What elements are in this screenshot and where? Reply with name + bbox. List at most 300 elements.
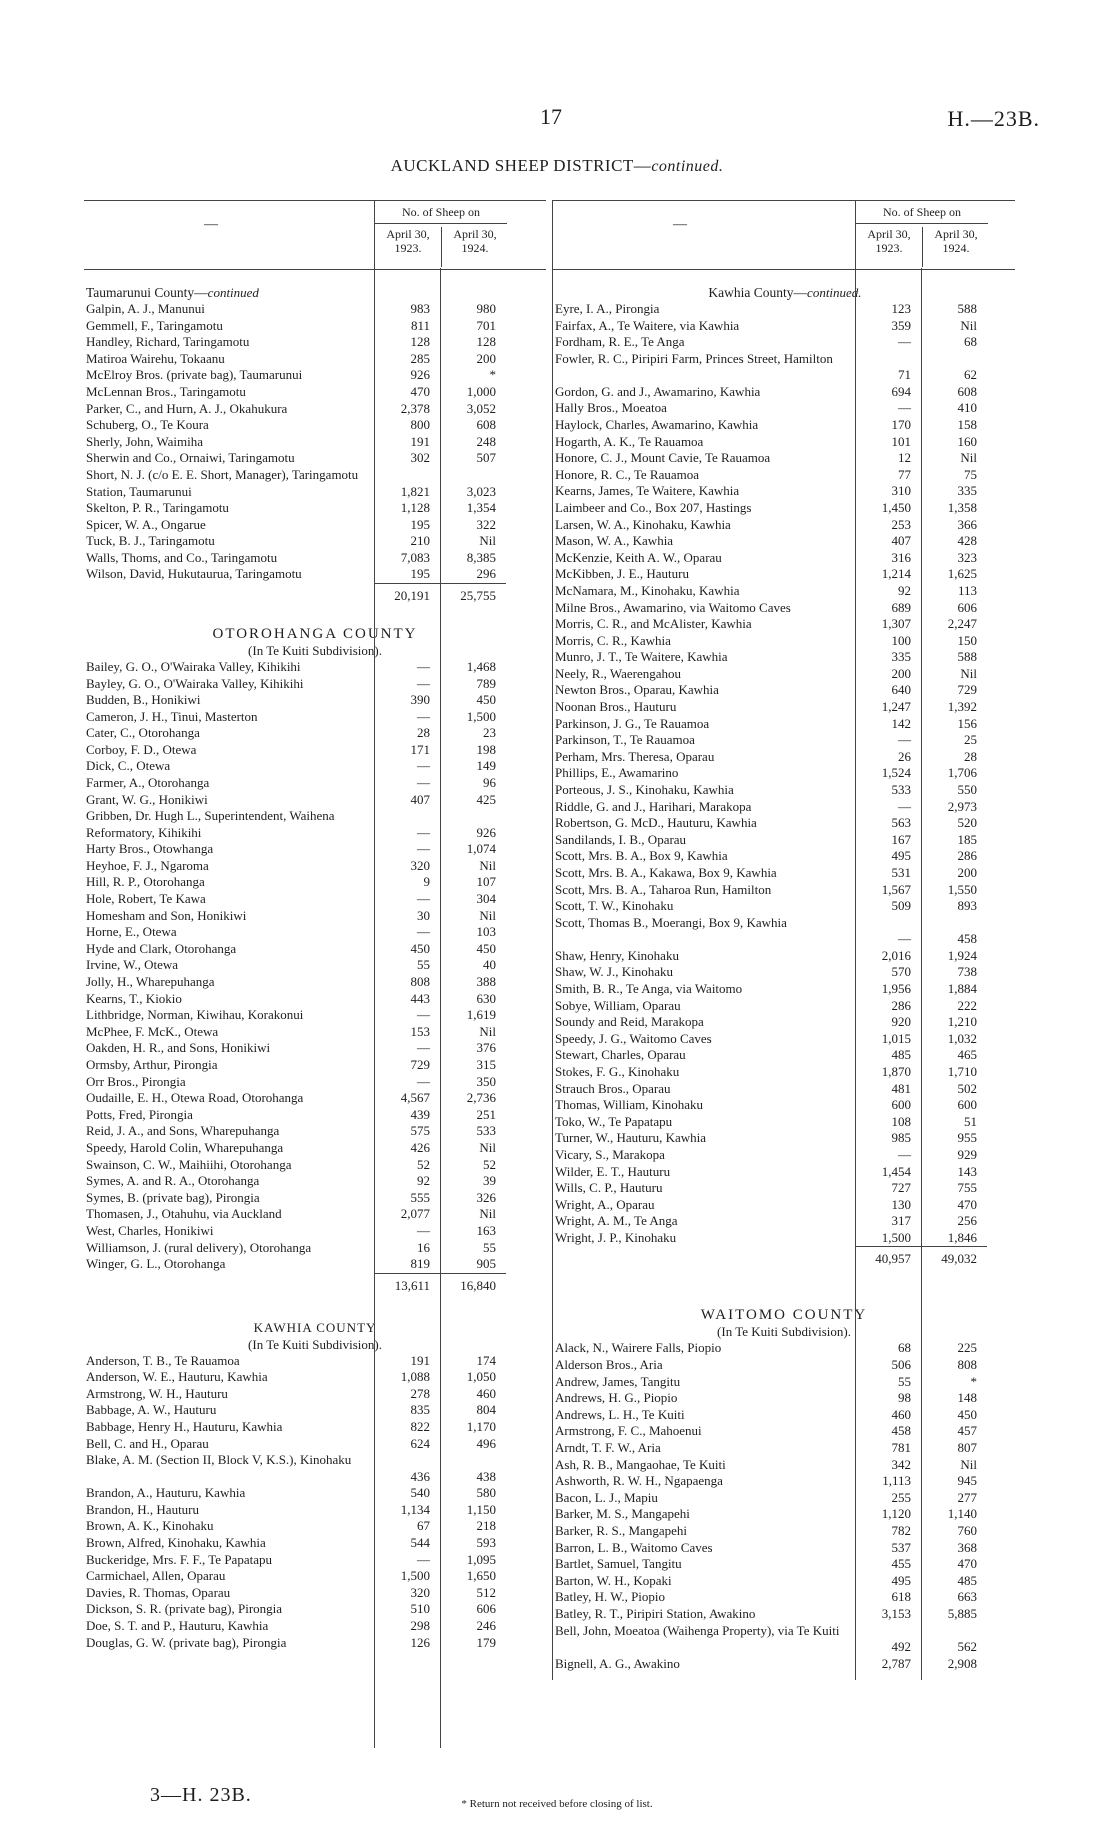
sheep-1923: 316 <box>891 549 911 565</box>
sheep-1923: 1,134 <box>400 1501 430 1517</box>
table-row <box>84 908 546 925</box>
total-1923: 40,957 <box>875 1251 911 1267</box>
sheep-1924: 663 <box>957 1589 977 1605</box>
table-row <box>553 500 1015 517</box>
owner-name: Perham, Mrs. Theresa, Oparau <box>555 748 715 764</box>
table-row <box>84 1123 546 1140</box>
sheep-1924: 760 <box>957 1523 977 1538</box>
table-row <box>553 799 1015 816</box>
right-section-2-rows <box>553 1340 1015 1672</box>
table-row <box>553 301 1015 318</box>
sheep-1923: 52 <box>417 1156 430 1172</box>
owner-name: Babbage, Henry H., Hauturu, Kawhia <box>86 1419 283 1435</box>
sheep-1923: — <box>898 732 911 748</box>
sheep-1924: 277 <box>957 1489 977 1505</box>
table-row <box>553 434 1015 451</box>
sheep-1923: 544 <box>410 1535 430 1551</box>
sheep-1923: 12 <box>898 450 911 466</box>
table-row <box>84 301 546 318</box>
sheep-1924: 39 <box>483 1173 496 1189</box>
sheep-1924: 1,032 <box>947 1030 977 1046</box>
table-row <box>553 533 1015 550</box>
sheep-1923: 2,077 <box>400 1206 430 1222</box>
page-title-italic: continued. <box>651 158 724 175</box>
sheep-1923: — <box>898 400 911 416</box>
table-row <box>553 1606 1015 1623</box>
sheep-1923: 335 <box>891 649 911 665</box>
table-row <box>553 1374 1015 1391</box>
table-row <box>84 974 546 991</box>
table-row <box>84 467 546 500</box>
table-row <box>553 1130 1015 1147</box>
table-row <box>553 1097 1015 1114</box>
sheep-1924: 128 <box>476 334 496 350</box>
owner-name: Galpin, A. J., Manunui <box>86 301 205 316</box>
sheep-1923: 926 <box>410 367 430 383</box>
owner-name: Wills, C. P., Hauturu <box>555 1180 663 1196</box>
sheep-1924: 40 <box>483 957 496 973</box>
sheep-1924: 929 <box>957 1146 977 1162</box>
table-row <box>553 483 1015 500</box>
owner-name: Sandilands, I. B., Oparau <box>555 831 687 847</box>
sheep-1923: — <box>417 758 430 774</box>
sheep-1924: 458 <box>957 931 977 947</box>
section-title: OTOROHANGA COUNTY <box>212 625 418 642</box>
sheep-1924: 248 <box>476 433 496 449</box>
table-row <box>84 1568 546 1585</box>
table-row <box>553 1423 1015 1440</box>
sheep-1924: 789 <box>476 675 496 691</box>
sheep-1923: 1,870 <box>881 1063 911 1079</box>
sheep-1923: 439 <box>410 1106 430 1122</box>
table-row <box>553 964 1015 981</box>
sheep-1923: — <box>417 675 430 691</box>
sheep-1923: 98 <box>898 1390 911 1406</box>
section-title-text: Kawhia County— <box>708 285 808 300</box>
table-row <box>84 1635 546 1652</box>
sheep-1923: 495 <box>891 1572 911 1588</box>
sheep-1923: 835 <box>410 1402 430 1418</box>
sheep-1923: 30 <box>417 907 430 923</box>
owner-name: Turner, W., Hauturu, Kawhia <box>555 1130 707 1146</box>
sheep-1923: — <box>898 334 911 350</box>
owner-name: Winger, G. L., Otorohanga <box>86 1256 226 1272</box>
sheep-1923: 694 <box>891 383 911 399</box>
sheep-1923: 470 <box>410 383 430 399</box>
owner-name: Morris, C. R., and McAlister, Kawhia <box>555 616 752 632</box>
owner-name: Morris, C. R., Kawhia <box>555 632 671 648</box>
sheep-1924: 3,052 <box>466 400 496 416</box>
sheep-1924: 502 <box>957 1080 977 1096</box>
table-row <box>84 1024 546 1041</box>
page-number: 17 <box>540 104 562 129</box>
sheep-1923: 1,450 <box>881 499 911 515</box>
sheep-1924: 148 <box>957 1390 977 1406</box>
owner-name: Handley, Richard, Taringamotu <box>86 334 250 350</box>
sheep-1924: 2,908 <box>947 1655 977 1671</box>
sheep-1924: 980 <box>476 301 496 316</box>
table-row <box>553 1390 1015 1407</box>
owner-name: Arndt, T. F. W., Aria <box>555 1440 661 1456</box>
sheep-1924: 350 <box>476 1073 496 1089</box>
footnote: * Return not received before closing of list. <box>461 1798 653 1810</box>
sheep-1923: 540 <box>410 1485 430 1501</box>
owner-name: Honore, C. J., Mount Cavie, Te Rauamoa <box>555 450 771 466</box>
sheep-1923: 575 <box>410 1123 430 1139</box>
owner-name: Corboy, F. D., Otewa <box>86 741 197 757</box>
total-rule <box>374 583 506 584</box>
sheep-1924: 51 <box>964 1113 977 1129</box>
sheep-1924: 520 <box>957 815 977 831</box>
sheep-1924: 1,706 <box>947 765 977 781</box>
table-row <box>553 682 1015 699</box>
sheep-1924: 376 <box>476 1040 496 1056</box>
owner-name: Ashworth, R. W. H., Ngapaenga <box>555 1473 723 1489</box>
sheep-1924: 926 <box>476 824 496 840</box>
sheep-1924: 1,210 <box>947 1014 977 1030</box>
sheep-1923: 68 <box>898 1340 911 1356</box>
sheep-1923: 1,113 <box>882 1473 911 1489</box>
table-row <box>84 434 546 451</box>
sheep-1923: — <box>417 841 430 857</box>
sheep-1923: 460 <box>891 1406 911 1422</box>
table-row <box>553 583 1015 600</box>
sheep-1923: 2,787 <box>881 1655 911 1671</box>
sheep-1924: 1,074 <box>466 841 496 857</box>
sheep-1924: 8,385 <box>466 549 496 565</box>
table-row <box>553 749 1015 766</box>
owner-name: Hyde and Clark, Otorohanga <box>86 940 237 956</box>
owner-name: Sherwin and Co., Ornaiwi, Taringamotu <box>86 450 295 466</box>
owner-name: West, Charles, Honikiwi <box>86 1222 214 1238</box>
sheep-1924: 179 <box>476 1634 496 1650</box>
sheep-1923: — <box>417 824 430 840</box>
table-row <box>553 1197 1015 1214</box>
owner-name: Buckeridge, Mrs. F. F., Te Papatapu <box>86 1551 272 1567</box>
owner-name: Milne Bros., Awamarino, via Waitomo Caves <box>555 599 791 615</box>
sheep-1924: 388 <box>476 974 496 989</box>
sheep-count-label: No. of Sheep on <box>402 205 480 219</box>
table-row <box>553 318 1015 335</box>
sheep-1924: 246 <box>476 1618 496 1633</box>
table-row <box>553 716 1015 733</box>
table-row <box>84 1173 546 1190</box>
table-row <box>84 676 546 693</box>
table-row <box>553 981 1015 998</box>
owner-name: Haylock, Charles, Awamarino, Kawhia <box>555 416 759 432</box>
sheep-1923: 495 <box>891 848 911 864</box>
sheep-1923: 108 <box>891 1113 911 1129</box>
table-row <box>553 649 1015 666</box>
sheep-1924: 808 <box>957 1357 977 1373</box>
sheep-1924: 507 <box>476 450 496 466</box>
sheep-1924: 198 <box>476 741 496 757</box>
sheep-1924: 185 <box>957 831 977 847</box>
sheep-1924: 5,885 <box>947 1605 977 1621</box>
sheep-1924: 2,247 <box>947 616 977 632</box>
sheep-1924: 630 <box>476 990 496 1006</box>
sheep-1924: 1,650 <box>466 1568 496 1584</box>
owner-name: Bell, C. and H., Oparau <box>86 1435 209 1451</box>
sheep-1923: 286 <box>891 997 911 1013</box>
table-row <box>84 517 546 534</box>
owner-name: Thomas, William, Kinohaku <box>555 1097 703 1113</box>
owner-name: Bell, John, Moeatoa (Waihenga Property), via Te Kuiti <box>555 1622 840 1638</box>
table-row <box>553 1623 1015 1656</box>
sheep-1924: 470 <box>957 1556 977 1572</box>
sheep-1924: 485 <box>957 1572 977 1588</box>
sheep-1924: 107 <box>476 874 496 890</box>
sheep-1924: 450 <box>476 692 496 708</box>
sheep-1924: 955 <box>957 1130 977 1146</box>
owner-name: Brandon, H., Hauturu <box>86 1501 200 1517</box>
sheep-1924: 460 <box>476 1385 496 1401</box>
sheep-1924: * <box>489 367 496 383</box>
sheep-1923: 485 <box>891 1047 911 1063</box>
sheep-1923: 123 <box>891 301 911 316</box>
sheep-1923: 67 <box>417 1518 430 1534</box>
sheep-1924: 323 <box>957 549 977 565</box>
sheep-1923: 92 <box>898 582 911 598</box>
section-subtitle: (In Te Kuiti Subdivision). <box>248 642 382 658</box>
page-title-text: AUCKLAND SHEEP DISTRICT— <box>390 156 652 175</box>
sheep-1924: 580 <box>476 1485 496 1501</box>
section-title: KAWHIA COUNTY <box>253 1319 377 1335</box>
sheep-1924: 335 <box>957 483 977 499</box>
sheep-1923: 407 <box>891 533 911 549</box>
sheep-1924: 428 <box>957 533 977 549</box>
owner-name: Homesham and Son, Honikiwi <box>86 907 247 923</box>
owner-name: Dickson, S. R. (private bag), Pirongia <box>86 1601 283 1617</box>
owner-name: Munro, J. T., Te Waitere, Kawhia <box>555 649 728 665</box>
sheep-1923: 126 <box>410 1634 430 1650</box>
total-1924: 16,840 <box>460 1277 496 1293</box>
table-row <box>84 1552 546 1569</box>
owner-name: Carmichael, Allen, Oparau <box>86 1568 226 1584</box>
table-row <box>553 1081 1015 1098</box>
owner-name: Shaw, W. J., Kinohaku <box>555 964 673 980</box>
sheep-1923: 390 <box>410 692 430 708</box>
sheep-1923: 1,454 <box>881 1163 911 1179</box>
sheep-1924: 465 <box>957 1047 977 1063</box>
table-row <box>553 832 1015 849</box>
table-row <box>84 891 546 908</box>
owner-name: Batley, R. T., Piripiri Station, Awakino <box>555 1605 756 1621</box>
sheep-1923: 555 <box>410 1189 430 1205</box>
sheep-1923: 2,016 <box>881 947 911 963</box>
sheep-1924: 103 <box>476 924 496 940</box>
owner-name: Stewart, Charles, Oparau <box>555 1047 686 1063</box>
sheep-count-header <box>855 201 988 269</box>
table-row <box>553 417 1015 434</box>
table-row <box>84 1157 546 1174</box>
table-row <box>84 1353 546 1370</box>
table-row <box>553 1031 1015 1048</box>
sheep-1923: 77 <box>898 466 911 482</box>
sheep-1923: 983 <box>410 301 430 316</box>
owner-name: Hill, R. P., Otorohanga <box>86 874 205 890</box>
owner-name: Walls, Thoms, and Co., Taringamotu <box>86 549 278 565</box>
table-row <box>84 1190 546 1207</box>
sheep-1923: 1,088 <box>400 1369 430 1385</box>
owner-name: McElroy Bros. (private bag), Taumarunui <box>86 367 303 383</box>
year-1923-header: April 30, 1923. <box>386 227 430 255</box>
sheep-1923: 640 <box>891 682 911 698</box>
table-row <box>553 1457 1015 1474</box>
table-row <box>553 1589 1015 1606</box>
owner-name: Gordon, G. and J., Awamarino, Kawhia <box>555 383 761 399</box>
owner-name: McPhee, F. McK., Otewa <box>86 1023 219 1039</box>
sheep-1924: Nil <box>479 1023 496 1039</box>
table-row <box>553 1047 1015 1064</box>
owner-name: Wright, A., Oparau <box>555 1196 655 1212</box>
table-row <box>84 1419 546 1436</box>
sheep-1924: 1,000 <box>466 383 496 399</box>
sheep-1923: 1,128 <box>400 499 430 515</box>
owner-name: Andrews, L. H., Te Kuiti <box>555 1406 685 1422</box>
owner-name: Williamson, J. (rural delivery), Otorohanga <box>86 1239 312 1255</box>
sheep-1924: 588 <box>957 301 977 316</box>
sheep-1924: 2,736 <box>466 1090 496 1106</box>
sheep-1923: 100 <box>891 632 911 648</box>
sheep-1923: 359 <box>891 317 911 333</box>
sheep-1924: 286 <box>957 848 977 864</box>
owner-name: Eyre, I. A., Pirongia <box>555 301 660 316</box>
owner-name: Heyhoe, F. J., Ngaroma <box>86 857 209 873</box>
owner-name: Kearns, James, Te Waitere, Kawhia <box>555 483 740 499</box>
owner-name: Laimbeer and Co., Box 207, Hastings <box>555 499 752 515</box>
sheep-1923: 26 <box>898 748 911 764</box>
owner-name: Brandon, A., Hauturu, Kawhia <box>86 1485 246 1501</box>
owner-name: Batley, H. W., Piopio <box>555 1589 666 1605</box>
sheep-1924: 450 <box>957 1406 977 1422</box>
sheep-1923: — <box>898 931 911 947</box>
owner-name: McLennan Bros., Taringamotu <box>86 383 246 399</box>
table-row <box>553 1656 1015 1673</box>
sheep-1923: 563 <box>891 815 911 831</box>
owner-name: Shaw, Henry, Kinohaku <box>555 947 679 963</box>
sheep-1924: * <box>970 1373 977 1389</box>
sheep-1923: 285 <box>410 350 430 366</box>
section-title-italic: continued <box>207 285 259 300</box>
owner-name: Sherly, John, Waimiha <box>86 433 204 449</box>
owner-name: Sobye, William, Oparau <box>555 997 681 1013</box>
sheep-1924: 1,050 <box>466 1369 496 1385</box>
sheep-1923: 510 <box>410 1601 430 1617</box>
sheep-1924: 52 <box>483 1156 496 1172</box>
owner-name: Anderson, T. B., Te Rauamoa <box>86 1352 240 1368</box>
sheep-1923: — <box>417 924 430 940</box>
table-row <box>84 1535 546 1552</box>
sheep-1923: 342 <box>891 1456 911 1472</box>
table-row <box>84 1256 546 1273</box>
table-row <box>84 1369 546 1386</box>
table-row <box>553 1440 1015 1457</box>
sheep-1924: 1,095 <box>466 1551 496 1567</box>
sheep-1924: 512 <box>476 1584 496 1600</box>
table-row <box>553 1213 1015 1230</box>
owner-name: McKibben, J. E., Hauturu <box>555 566 689 582</box>
table-row <box>84 941 546 958</box>
table-row <box>553 1147 1015 1164</box>
sheep-1924: 322 <box>476 516 496 532</box>
section-title: WAITOMO COUNTY <box>700 1307 868 1324</box>
sheep-1924: Nil <box>479 857 496 873</box>
sheep-1923: 55 <box>417 957 430 973</box>
table-row <box>553 351 1015 384</box>
sheep-1924: 163 <box>476 1222 496 1238</box>
sheep-1924: 905 <box>476 1256 496 1272</box>
sheep-1924: 23 <box>483 725 496 741</box>
table-row <box>84 841 546 858</box>
table-row <box>553 915 1015 948</box>
table-row <box>84 991 546 1008</box>
sheep-1924: 75 <box>964 466 977 482</box>
owner-name: Soundy and Reid, Marakopa <box>555 1014 704 1030</box>
sheep-1924: 438 <box>476 1468 496 1484</box>
owner-name: Lithbridge, Norman, Kiwihau, Korakonui <box>86 1007 304 1023</box>
owner-name: Scott, T. W., Kinohaku <box>555 898 674 914</box>
page-ref: H.—23B. <box>947 106 1040 131</box>
table-row <box>84 775 546 792</box>
table-row <box>84 792 546 809</box>
sheep-1923: 195 <box>410 516 430 532</box>
sheep-1923: 253 <box>891 516 911 532</box>
sheep-1923: 458 <box>891 1423 911 1439</box>
owner-name: Irvine, W., Otewa <box>86 957 179 973</box>
sheep-1924: 450 <box>476 940 496 956</box>
owner-name: Schuberg, O., Te Koura <box>86 417 209 433</box>
sheep-1923: 128 <box>410 334 430 350</box>
table-row <box>84 1040 546 1057</box>
table-row <box>84 1206 546 1223</box>
total-1923: 20,191 <box>394 587 430 603</box>
sheep-1924: 1,392 <box>947 699 977 715</box>
sheep-1924: Nil <box>479 1206 496 1222</box>
owner-name: Horne, E., Otewa <box>86 924 177 940</box>
left-column <box>84 200 546 1651</box>
sheep-1924: 1,354 <box>466 499 496 515</box>
sheep-1923: 800 <box>410 417 430 433</box>
owner-name: Hally Bros., Moeatoa <box>555 400 667 416</box>
sheep-1923: — <box>417 1073 430 1089</box>
table-row <box>553 1523 1015 1540</box>
sheep-1924: 1,358 <box>947 499 977 515</box>
table-row <box>84 692 546 709</box>
sheep-1924: 96 <box>483 775 496 791</box>
sheep-1924: 588 <box>957 649 977 665</box>
sheep-1923: 153 <box>410 1023 430 1039</box>
owner-name: Strauch Bros., Oparau <box>555 1080 671 1096</box>
section-total <box>84 583 546 605</box>
sheep-1923: 781 <box>891 1440 911 1456</box>
table-row <box>84 1601 546 1618</box>
sheep-1923: 170 <box>891 416 911 432</box>
table-row <box>553 1473 1015 1490</box>
owner-name: Orr Bros., Pirongia <box>86 1073 186 1089</box>
sheep-1923: 1,247 <box>881 699 911 715</box>
owner-name: Ormsby, Arthur, Pirongia <box>86 1056 218 1072</box>
owner-name: Gemmell, F., Taringamotu <box>86 317 223 333</box>
owner-name: Fordham, R. E., Te Anga <box>555 334 685 350</box>
table-row <box>553 1014 1015 1031</box>
table-row <box>553 666 1015 683</box>
total-rule <box>374 1273 506 1274</box>
sheep-1923: 3,153 <box>881 1605 911 1621</box>
owner-name: Dick, C., Otewa <box>86 758 171 774</box>
owner-name: Wright, J. P., Kinohaku <box>555 1229 677 1245</box>
sheep-1923: 320 <box>410 857 430 873</box>
